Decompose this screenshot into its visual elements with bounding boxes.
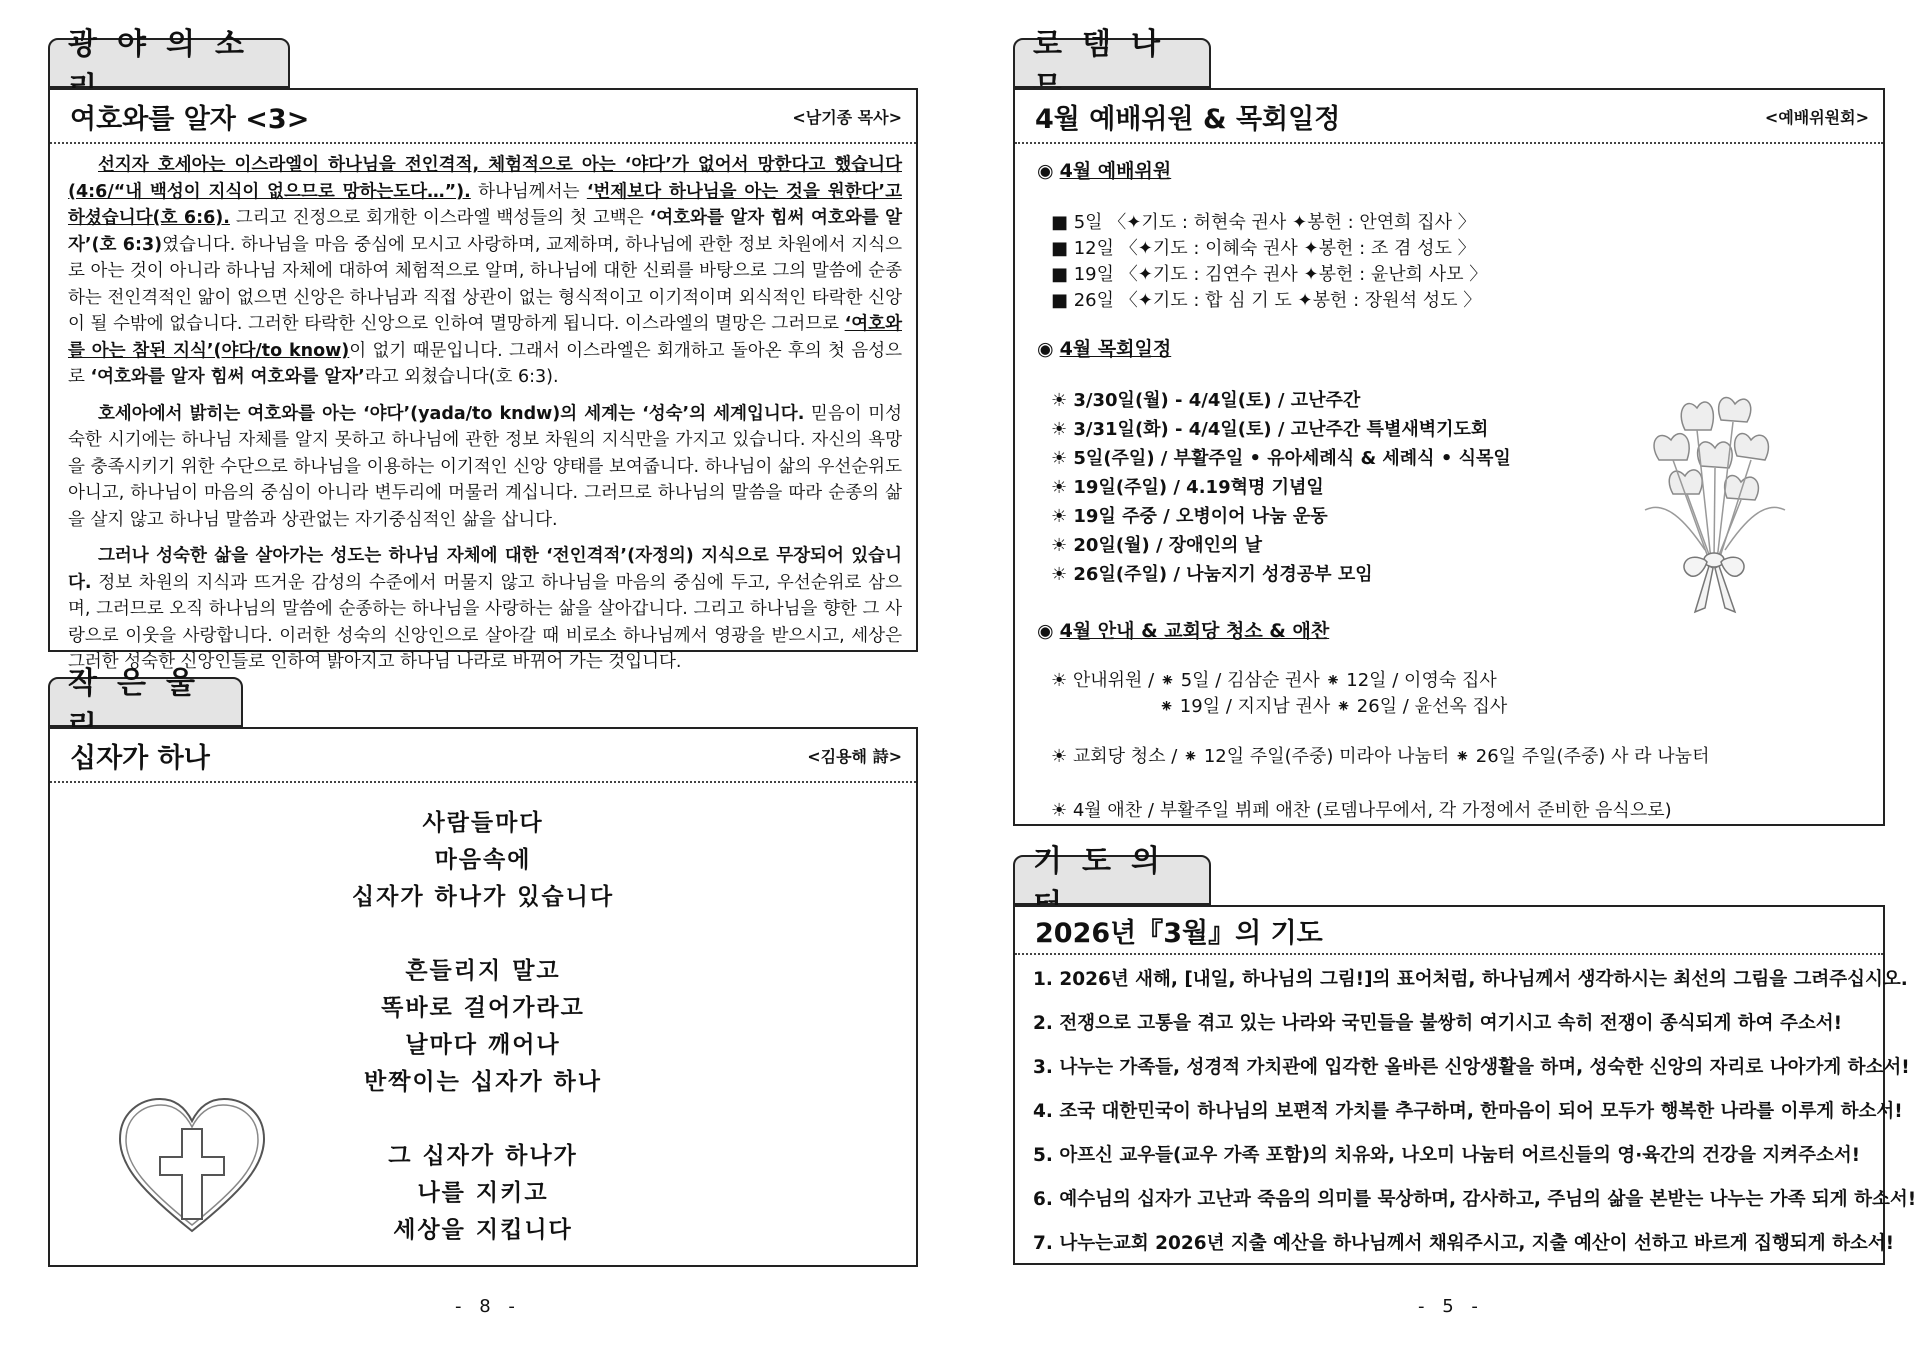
guide-line-2: ⁕ 19일 / 지지남 권사 ⁕ 26일 / 윤선옥 집사 <box>1159 696 1508 717</box>
essay-segment: 선지자 호세아는 이스라엘이 하나님을 전인격적, 체험적으로 아는 ‘야다’가 없어서 망한다고 했습니다(4:6/“내 백성이 지식이 없으므로 망하는도다…”). <box>68 155 902 202</box>
schedule-header <box>1015 90 1883 144</box>
guide-line-1: ☀ 안내위원 / ⁕ 5일 / 김삼순 권사 ⁕ 12일 / 이영숙 집사 <box>1051 670 1497 691</box>
prayer-header <box>1015 907 1883 955</box>
prayer-title: 2026년『3월』의 기도 <box>1035 917 1323 949</box>
schedule-row: ☀ 26일(주일) / 나눔지기 성경공부 모임 <box>1051 564 1373 585</box>
essay-header <box>50 90 916 144</box>
prayer-item: 2. 전쟁으로 고통을 겪고 있는 나라와 국민들을 불쌍히 여기시고 속히 전쟁이 종식되게 하여 주소서! <box>1033 1013 1843 1034</box>
target-icon: ◉ <box>1037 620 1054 642</box>
worship-heading: ◉ 4월 예배위원 <box>1037 160 1172 182</box>
poem-line: 세상을 지킵니다 <box>393 1217 573 1243</box>
poem-line: 마음속에 <box>434 847 532 873</box>
worship-row: ■ 19일 〈✦기도 : 김연수 권사 ✦봉헌 : 윤난희 사모 〉 <box>1051 264 1488 285</box>
poem-line: 반짝이는 십자가 하나 <box>364 1069 602 1095</box>
essay-paragraph <box>68 401 902 534</box>
essay-segment: 하나님께서는 <box>470 181 587 202</box>
poem-line: 사람들마다 <box>422 810 544 836</box>
prayer-item: 3. 나누는 가족들, 성경적 가치관에 입각한 올바른 신앙생활을 하며, 성숙한 신앙의 자리로 나아가게 하소서! <box>1033 1057 1910 1078</box>
essay-segment: ‘번제보다 하나님을 아는 것을 원한다’고 하셨습니다(호 6:6). <box>68 181 902 228</box>
page-number-left: - 8 - <box>455 1296 521 1317</box>
essay-body <box>68 152 902 686</box>
essay-author: <남기종 목사> <box>792 107 902 127</box>
prayer-item: 7. 나누는교회 2026년 지출 예산을 하나님께서 채워주시고, 지출 예산이 선하고 바르게 집행되게 하소서! <box>1033 1233 1895 1254</box>
poem-line: 나를 지키고 <box>417 1180 549 1206</box>
essay-segment: ‘여호와를 아는 참된 지식’(야다/to know) <box>68 314 902 361</box>
schedule-row: ☀ 3/30일(월) - 4/4일(토) / 고난주간 <box>1051 390 1361 411</box>
poem-author: <김용해 詩> <box>807 746 902 766</box>
essay-segment: ‘여호와를 알자 힘써 여호와를 알자’(호 6:3) <box>68 208 902 255</box>
essay-paragraph <box>68 152 902 391</box>
poem-title: 십자가 하나 <box>70 742 210 774</box>
tab-wilderness-voice: 광야의소 <box>48 38 290 88</box>
worship-row: ■ 26일 〈✦기도 : 합 심 기 도 ✦봉헌 : 장원석 성도 〉 <box>1051 290 1482 311</box>
schedule-row: ☀ 19일(주일) / 4.19혁명 기념일 <box>1051 477 1324 498</box>
essay-title: 여호와를 알자 <3> <box>70 103 310 135</box>
tab-prayer-ground: 기도의 <box>1013 855 1211 905</box>
tab-rodem-tree: 로뎀나 <box>1013 38 1211 88</box>
essay-paragraph <box>68 543 902 676</box>
poem-line: 그 십자가 하나가 <box>388 1143 578 1169</box>
schedule-row: ☀ 20일(월) / 장애인의 날 <box>1051 535 1262 556</box>
schedule-title: 4월 예배위원 & 목회일정 <box>1035 103 1341 135</box>
tulip-bouquet-icon <box>1625 390 1805 620</box>
page-number-right: - 5 - <box>1418 1296 1484 1317</box>
worship-row: ■ 12일 〈✦기도 : 이혜숙 권사 ✦봉헌 : 조 겸 성도 〉 <box>1051 238 1476 259</box>
prayer-item: 1. 2026년 새해, [내일, 하나님의 그림!]의 표어처럼, 하나님께서 생각하시는 최선의 그림을 그려주십시오. <box>1033 969 1908 990</box>
poem-line: 똑바로 걸어가라고 <box>381 995 585 1021</box>
essay-segment: 그러나 성숙한 삶을 살아가는 성도는 하나님 자체에 대한 ‘전인격적’(자정의) 지식으로 무장되어 있습니다. <box>68 546 902 593</box>
schedule-row: ☀ 5일(주일) / 부활주일 • 유아세례식 & 세례식 • 식목일 <box>1051 448 1511 469</box>
poem-line: 날마다 깨어나 <box>405 1032 561 1058</box>
schedule-row: ☀ 19일 주중 / 오병이어 나눔 운동 <box>1051 506 1328 527</box>
cleaning-line: ☀ 교회당 청소 / ⁕ 12일 주일(주중) 미라아 나눔터 ⁕ 26일 주일(주중) 사 라 나눔터 <box>1051 746 1710 767</box>
essay-segment: 정보 차원의 지식과 뜨거운 감성의 수준에서 머물지 않고 하나님을 마음의 중심에 두고, 우선순위로 삼으며, 그러므로 오직 하나님의 말씀에 순종하는 하나님을 사랑하는 삶을 살아갑니다. 그리고 하나님을 향한 그 사랑으로 이웃을 사랑합니다. 이러한 성숙의 신앙인으로 살아갈 때 비로소 하나님께서 영광을 받으시고, 세상은 그러한 성숙한 신앙인들로 인하여 밝아지고 하나님 나라로 바뀌어 가는 것입니다. <box>68 572 902 672</box>
schedule-heading: ◉ 4월 목회일정 <box>1037 338 1172 360</box>
prayer-item: 4. 조국 대한민국이 하나님의 보편적 가치를 추구하며, 한마음이 되어 모두가 행복한 나라를 이루게 하소서! <box>1033 1101 1903 1122</box>
schedule-author: <예배위원회> <box>1764 107 1869 127</box>
essay-segment: 호세아에서 밝히는 여호와를 아는 ‘야다’(yada/to kndw)의 세계는 ‘성숙’의 세계입니다. <box>98 403 805 424</box>
target-icon: ◉ <box>1037 160 1054 182</box>
essay-segment: 믿음이 미성숙한 시기에는 하나님 자체를 알지 못하고 하나님에 관한 정보 차원의 지식만을 가지고 있습니다. 자신의 욕망을 충족시키기 위한 수단으로 하나님을 이용하는 이기적인 신앙 양태를 보여줍니다. 하나님이 삶의 우선순위도 아니고, 하나님이 마음의 중심이 아니라 변두리에 머물러 계십니다. 그러므로 하나님의 말씀을 따라 순종의 삶을 살지 않고 하나님 말씀과 상관없는 자기중심적인 삶을 삽니다. <box>68 403 903 530</box>
heart-cross-icon <box>112 1091 272 1241</box>
essay-segment: 였습니다. 하나님을 마음 중심에 모시고 사랑하며, 교제하며, 하나님에 관한 정보 차원에서 지식으로 아는 것이 아니라 하나님 자체에 대하여 체험적으로 알며, 하나님에 대한 신뢰를 바탕으로 그의 말씀에 순종하는 전인격적인 앎이 없으면 신앙은 하나님과 직접 상관이 없는 형식적이고 이기적이며 외식적인 타락한 신앙이 될 수밖에 없습니다. 그러한 타락한 신앙으로 인하여 멸망하게 됩니다. 이스라엘의 멸망은 그러므로 <box>68 234 903 334</box>
worship-row: ■ 5일 〈✦기도 : 허현숙 권사 ✦봉헌 : 안연희 집사 〉 <box>1051 212 1476 233</box>
poem-line <box>50 916 916 953</box>
tab-small-echo: 작은울 <box>48 677 243 727</box>
schedule-row: ☀ 3/31일(화) - 4/4일(토) / 고난주간 특별새벽기도회 <box>1051 419 1489 440</box>
poem-line: 흔들리지 말고 <box>405 958 561 984</box>
poem-box <box>48 727 918 1267</box>
prayer-item: 6. 예수님의 십자가 고난과 죽음의 의미를 묵상하며, 감사하고, 주님의 삶을 본받는 나누는 가족 되게 하소서! <box>1033 1189 1917 1210</box>
poem-line: 십자가 하나가 있습니다 <box>351 884 615 910</box>
poem-header <box>50 729 916 783</box>
prayer-item: 5. 아프신 교우들(교우 가족 포함)의 치유와, 나오미 나눔터 어르신들의 영·육간의 건강을 지켜주소서! <box>1033 1145 1861 1166</box>
essay-segment: 이 없기 때문입니다. 그래서 이스라엘은 회개하고 돌아온 후의 첫 음성으로 <box>68 340 902 387</box>
schedule-box <box>1013 88 1885 826</box>
essay-segment: 그리고 진정으로 회개한 이스라엘 백성들의 첫 고백은 <box>229 208 650 228</box>
guide-heading: ◉ 4월 안내 & 교회당 청소 & 애찬 <box>1037 620 1330 642</box>
essay-segment: 라고 외쳤습니다(호 6:3). <box>364 367 559 387</box>
target-icon: ◉ <box>1037 338 1054 360</box>
prayer-box <box>1013 905 1917 1265</box>
essay-segment: ‘여호와를 알자 힘써 여호와를 알자’ <box>90 367 365 387</box>
meal-line: ☀ 4월 애찬 / 부활주일 뷔페 애찬 (로뎀나무에서, 각 가정에서 준비한 음식으로) <box>1051 800 1672 821</box>
essay-box <box>48 88 918 672</box>
